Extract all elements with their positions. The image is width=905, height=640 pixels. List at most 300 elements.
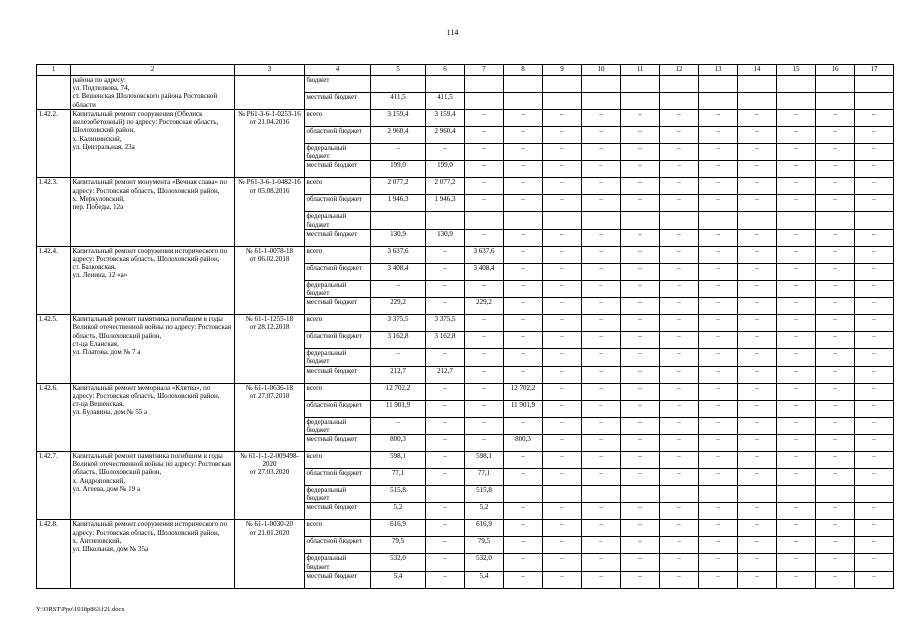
amount-cell: – — [465, 127, 504, 144]
amount-cell: – — [465, 110, 504, 127]
amount-cell — [738, 486, 777, 503]
amount-cell: – — [543, 400, 582, 417]
amount-cell: – — [660, 452, 699, 469]
amount-cell: – — [621, 263, 660, 280]
amount-cell: – — [543, 144, 582, 161]
item-number-cell: 1.42.5. — [37, 315, 71, 383]
amount-cell: – — [504, 110, 543, 127]
amount-cell — [582, 93, 621, 110]
column-number-cell: 5 — [371, 65, 426, 76]
amount-cell: 515,8 — [465, 486, 504, 503]
amount-cell: – — [699, 537, 738, 554]
amount-cell: – — [816, 520, 855, 537]
table-row — [37, 246, 894, 263]
table-row — [37, 110, 894, 127]
amount-cell: – — [504, 298, 543, 315]
item-name-cell: Капитальный ремонт сооружения исторического по адресу: Ростовская область, Шолоховский район, х. Антиповский, ул. Школьная, дом № 35а — [71, 520, 235, 588]
document-number-cell: № Р61-3-6-1-0253-16 от 21.04.2016 — [235, 110, 305, 178]
amount-cell: – — [777, 246, 816, 263]
amount-cell: – — [582, 435, 621, 452]
table-body — [37, 65, 894, 589]
amount-cell: – — [738, 571, 777, 588]
funding-source-cell: областной бюджет — [305, 469, 371, 486]
funding-source-cell: федеральный бюджет — [305, 212, 371, 229]
amount-cell: – — [465, 195, 504, 212]
amount-cell: – — [621, 520, 660, 537]
amount-cell: – — [543, 178, 582, 195]
amount-cell: – — [582, 246, 621, 263]
amount-cell: – — [621, 178, 660, 195]
amount-cell: – — [660, 229, 699, 246]
amount-cell: – — [504, 195, 543, 212]
amount-cell: – — [465, 435, 504, 452]
amount-cell: – — [660, 503, 699, 520]
amount-cell: – — [777, 452, 816, 469]
amount-cell: – — [855, 195, 894, 212]
amount-cell: 3 408,4 — [465, 263, 504, 280]
amount-cell: – — [660, 417, 699, 434]
amount-cell: – — [816, 144, 855, 161]
amount-cell: – — [582, 229, 621, 246]
amount-cell — [621, 486, 660, 503]
amount-cell: – — [426, 400, 465, 417]
funding-source-cell: местный бюджет — [305, 229, 371, 246]
funding-source-cell: всего — [305, 452, 371, 469]
amount-cell — [777, 212, 816, 229]
document-number-cell: № 61-1-1255-18 от 28.12.2018 — [235, 315, 305, 383]
amount-cell: – — [738, 178, 777, 195]
amount-cell: – — [426, 263, 465, 280]
amount-cell: – — [543, 537, 582, 554]
amount-cell — [660, 76, 699, 93]
amount-cell: – — [504, 537, 543, 554]
amount-cell: 3 637,6 — [371, 246, 426, 263]
column-number-cell: 13 — [699, 65, 738, 76]
amount-cell: 11 901,9 — [371, 400, 426, 417]
amount-cell: – — [855, 383, 894, 400]
amount-cell: – — [504, 144, 543, 161]
amount-cell: – — [816, 469, 855, 486]
amount-cell: – — [699, 571, 738, 588]
amount-cell: – — [426, 537, 465, 554]
funding-source-cell: федеральный бюджет — [305, 144, 371, 161]
funding-source-cell: всего — [305, 178, 371, 195]
amount-cell: – — [699, 400, 738, 417]
amount-cell: – — [855, 435, 894, 452]
amount-cell: – — [738, 537, 777, 554]
amount-cell: – — [816, 383, 855, 400]
amount-cell: – — [699, 554, 738, 571]
funding-source-cell: местный бюджет — [305, 366, 371, 383]
amount-cell — [582, 486, 621, 503]
amount-cell: – — [816, 280, 855, 297]
amount-cell: – — [699, 383, 738, 400]
amount-cell: – — [777, 366, 816, 383]
amount-cell: – — [777, 400, 816, 417]
amount-cell: – — [504, 366, 543, 383]
amount-cell: 229,2 — [465, 298, 504, 315]
amount-cell: – — [504, 520, 543, 537]
amount-cell: – — [855, 400, 894, 417]
amount-cell: – — [777, 229, 816, 246]
amount-cell: – — [738, 417, 777, 434]
amount-cell: 532,0 — [371, 554, 426, 571]
amount-cell: – — [582, 520, 621, 537]
amount-cell: – — [543, 315, 582, 332]
amount-cell: – — [543, 452, 582, 469]
amount-cell: – — [371, 144, 426, 161]
funding-source-cell: всего — [305, 110, 371, 127]
funding-source-cell: бюджет — [305, 76, 371, 93]
amount-cell: – — [426, 383, 465, 400]
amount-cell: – — [582, 178, 621, 195]
amount-cell: – — [621, 503, 660, 520]
amount-cell — [465, 76, 504, 93]
amount-cell: – — [621, 110, 660, 127]
funding-source-cell: местный бюджет — [305, 161, 371, 178]
amount-cell: – — [855, 417, 894, 434]
amount-cell: – — [621, 280, 660, 297]
amount-cell: – — [504, 280, 543, 297]
amount-cell — [738, 76, 777, 93]
amount-cell: – — [582, 366, 621, 383]
funding-source-cell: федеральный бюджет — [305, 554, 371, 571]
funding-source-cell: областной бюджет — [305, 127, 371, 144]
amount-cell: – — [816, 263, 855, 280]
amount-cell: – — [816, 537, 855, 554]
column-number-cell: 7 — [465, 65, 504, 76]
funding-source-cell: местный бюджет — [305, 435, 371, 452]
amount-cell: – — [504, 315, 543, 332]
amount-cell: – — [660, 161, 699, 178]
amount-cell: – — [699, 144, 738, 161]
funding-source-cell: областной бюджет — [305, 400, 371, 417]
amount-cell: – — [738, 452, 777, 469]
amount-cell: – — [855, 332, 894, 349]
amount-cell: – — [855, 127, 894, 144]
footer-file-path: Y:\ORST\Ppo\1018p863.f21.docx — [36, 606, 125, 613]
amount-cell: – — [465, 417, 504, 434]
column-number-cell: 12 — [660, 65, 699, 76]
amount-cell: – — [738, 315, 777, 332]
amount-cell: – — [699, 315, 738, 332]
item-number-cell: 1.42.8. — [37, 520, 71, 588]
amount-cell: – — [777, 571, 816, 588]
table-row — [37, 383, 894, 400]
amount-cell: – — [816, 452, 855, 469]
amount-cell: 616,9 — [465, 520, 504, 537]
amount-cell — [855, 76, 894, 93]
amount-cell — [699, 93, 738, 110]
amount-cell: – — [738, 229, 777, 246]
item-name-cell: Капитальный ремонт сооружения исторического по адресу: Ростовская область, Шолоховский район, ст. Базковская, ул. Ленина, 12 «а» — [71, 246, 235, 314]
amount-cell: – — [465, 332, 504, 349]
amount-cell: 77,1 — [371, 469, 426, 486]
amount-cell: – — [371, 280, 426, 297]
amount-cell — [816, 93, 855, 110]
amount-cell: – — [660, 537, 699, 554]
column-number-cell: 1 — [37, 65, 71, 76]
item-name-cell: Капитальный ремонт монумента «Вечная слава» по адресу: Ростовская область, Шолоховский район, х. Меркуловский, пер. Победы, 12а — [71, 178, 235, 246]
amount-cell: – — [504, 554, 543, 571]
amount-cell: – — [582, 280, 621, 297]
amount-cell: – — [543, 298, 582, 315]
amount-cell: – — [426, 469, 465, 486]
amount-cell: – — [582, 571, 621, 588]
amount-cell: – — [855, 315, 894, 332]
amount-cell: – — [582, 195, 621, 212]
amount-cell: – — [543, 520, 582, 537]
amount-cell: – — [426, 452, 465, 469]
amount-cell: 2 960,4 — [371, 127, 426, 144]
amount-cell: 3 375,5 — [426, 315, 465, 332]
amount-cell: – — [621, 417, 660, 434]
item-number-cell: 1.42.3. — [37, 178, 71, 246]
amount-cell: – — [777, 298, 816, 315]
amount-cell: – — [582, 400, 621, 417]
amount-cell: 2 077,2 — [426, 178, 465, 195]
amount-cell: – — [855, 520, 894, 537]
amount-cell: – — [816, 554, 855, 571]
table-row — [37, 76, 894, 93]
amount-cell: – — [816, 400, 855, 417]
amount-cell: – — [777, 554, 816, 571]
funding-source-cell: местный бюджет — [305, 298, 371, 315]
amount-cell: – — [816, 571, 855, 588]
amount-cell: – — [543, 571, 582, 588]
amount-cell: – — [621, 452, 660, 469]
document-number-cell — [235, 76, 305, 110]
amount-cell: – — [660, 315, 699, 332]
amount-cell: – — [660, 400, 699, 417]
amount-cell — [699, 212, 738, 229]
amount-cell: – — [504, 161, 543, 178]
amount-cell: – — [543, 246, 582, 263]
item-name-cell: Капитальный ремонт мемориала «Клятва», по адресу: Ростовская область, Шолоховский район, ст-ца Вешенская, ул. Булавина, дом № 55 а — [71, 383, 235, 451]
amount-cell: 130,9 — [371, 229, 426, 246]
amount-cell: – — [660, 349, 699, 366]
amount-cell: – — [582, 349, 621, 366]
amount-cell: – — [816, 178, 855, 195]
table-row — [37, 178, 894, 195]
amount-cell: – — [699, 366, 738, 383]
amount-cell: – — [582, 144, 621, 161]
item-number-cell: 1.42.2. — [37, 110, 71, 178]
amount-cell: – — [660, 280, 699, 297]
amount-cell — [426, 76, 465, 93]
amount-cell: – — [621, 315, 660, 332]
amount-cell: 79,5 — [371, 537, 426, 554]
amount-cell: – — [543, 263, 582, 280]
amount-cell: – — [660, 110, 699, 127]
amount-cell: – — [738, 246, 777, 263]
funding-source-cell: всего — [305, 520, 371, 537]
amount-cell: 411,5 — [371, 93, 426, 110]
amount-cell: – — [426, 571, 465, 588]
amount-cell: – — [777, 469, 816, 486]
table-row — [37, 315, 894, 332]
amount-cell: – — [699, 452, 738, 469]
amount-cell — [504, 212, 543, 229]
amount-cell — [816, 486, 855, 503]
column-number-cell: 2 — [71, 65, 235, 76]
amount-cell: – — [855, 537, 894, 554]
column-number-cell: 6 — [426, 65, 465, 76]
amount-cell: – — [426, 435, 465, 452]
amount-cell: – — [426, 554, 465, 571]
item-number-cell: 1.42.6. — [37, 383, 71, 451]
budget-table — [36, 64, 894, 589]
amount-cell: 411,5 — [426, 93, 465, 110]
amount-cell: 1 946,3 — [426, 195, 465, 212]
amount-cell: – — [660, 246, 699, 263]
amount-cell: – — [738, 161, 777, 178]
amount-cell: – — [738, 298, 777, 315]
amount-cell — [504, 76, 543, 93]
amount-cell: – — [660, 263, 699, 280]
amount-cell: – — [543, 366, 582, 383]
amount-cell: – — [777, 315, 816, 332]
amount-cell: – — [699, 127, 738, 144]
amount-cell: – — [816, 366, 855, 383]
amount-cell: 12 702,2 — [504, 383, 543, 400]
amount-cell: – — [543, 332, 582, 349]
amount-cell: 212,7 — [371, 366, 426, 383]
funding-source-cell: областной бюджет — [305, 537, 371, 554]
amount-cell — [465, 212, 504, 229]
amount-cell: – — [738, 144, 777, 161]
amount-cell: – — [660, 298, 699, 315]
amount-cell: – — [582, 332, 621, 349]
amount-cell — [660, 93, 699, 110]
amount-cell: – — [777, 195, 816, 212]
amount-cell: – — [777, 263, 816, 280]
amount-cell: – — [543, 349, 582, 366]
amount-cell: – — [621, 400, 660, 417]
amount-cell — [582, 212, 621, 229]
amount-cell: – — [660, 435, 699, 452]
amount-cell: 130,9 — [426, 229, 465, 246]
amount-cell: – — [582, 298, 621, 315]
amount-cell: – — [465, 400, 504, 417]
amount-cell: – — [660, 554, 699, 571]
amount-cell: – — [426, 280, 465, 297]
amount-cell: – — [660, 178, 699, 195]
amount-cell: – — [426, 298, 465, 315]
amount-cell: – — [504, 349, 543, 366]
amount-cell: – — [660, 332, 699, 349]
amount-cell: – — [426, 520, 465, 537]
amount-cell: – — [855, 178, 894, 195]
amount-cell: 5,4 — [371, 571, 426, 588]
amount-cell: – — [465, 178, 504, 195]
amount-cell: – — [816, 417, 855, 434]
amount-cell: – — [660, 366, 699, 383]
amount-cell: 199,0 — [371, 161, 426, 178]
amount-cell: – — [582, 554, 621, 571]
amount-cell: – — [504, 246, 543, 263]
amount-cell: 515,8 — [371, 486, 426, 503]
amount-cell: 2 960,4 — [426, 127, 465, 144]
page-number: 114 — [446, 28, 459, 37]
amount-cell: 12 702,2 — [371, 383, 426, 400]
amount-cell: – — [816, 503, 855, 520]
column-number-cell: 17 — [855, 65, 894, 76]
amount-cell: – — [699, 110, 738, 127]
funding-source-cell: областной бюджет — [305, 263, 371, 280]
amount-cell: – — [699, 263, 738, 280]
amount-cell: – — [855, 229, 894, 246]
amount-cell: – — [621, 537, 660, 554]
amount-cell: – — [621, 127, 660, 144]
amount-cell — [816, 212, 855, 229]
funding-source-cell: федеральный бюджет — [305, 280, 371, 297]
amount-cell — [855, 486, 894, 503]
amount-cell: – — [660, 383, 699, 400]
amount-cell: – — [855, 469, 894, 486]
column-number-cell: 15 — [777, 65, 816, 76]
amount-cell: – — [699, 417, 738, 434]
amount-cell: – — [738, 263, 777, 280]
item-name-cell: Капитальный ремонт памятника погибшим в годы Великой отечественной войны по адресу: Ростовская область, Шолоховский район, х. Андроповский, ул. Агеева, дом № 19 а — [71, 452, 235, 520]
amount-cell: – — [621, 435, 660, 452]
funding-source-cell: местный бюджет — [305, 571, 371, 588]
amount-cell: – — [777, 383, 816, 400]
item-name-cell: Капитальный ремонт сооружения (Обелиск железобетонный) по адресу: Ростовская область, Шолоховский район, х. Калининский, ул. Центральная, 23а — [71, 110, 235, 178]
amount-cell: – — [738, 280, 777, 297]
amount-cell: 532,0 — [465, 554, 504, 571]
amount-cell: – — [816, 298, 855, 315]
amount-cell: – — [660, 195, 699, 212]
amount-cell: – — [426, 349, 465, 366]
amount-cell: 598,1 — [371, 452, 426, 469]
amount-cell: – — [738, 435, 777, 452]
item-number-cell — [37, 76, 71, 110]
amount-cell: – — [465, 280, 504, 297]
amount-cell: – — [543, 127, 582, 144]
amount-cell: – — [582, 315, 621, 332]
amount-cell: – — [504, 178, 543, 195]
column-number-cell: 9 — [543, 65, 582, 76]
amount-cell: – — [465, 349, 504, 366]
amount-cell: – — [621, 144, 660, 161]
amount-cell: 3 159,4 — [426, 110, 465, 127]
amount-cell: – — [660, 144, 699, 161]
amount-cell: 800,3 — [371, 435, 426, 452]
document-number-cell: № 61-1-0636-18 от 27.07.2018 — [235, 383, 305, 451]
amount-cell: – — [543, 195, 582, 212]
amount-cell: 800,3 — [504, 435, 543, 452]
amount-cell: – — [426, 417, 465, 434]
amount-cell: – — [699, 332, 738, 349]
amount-cell: – — [621, 246, 660, 263]
amount-cell — [371, 212, 426, 229]
amount-cell: – — [699, 161, 738, 178]
column-number-cell: 14 — [738, 65, 777, 76]
amount-cell: – — [621, 332, 660, 349]
amount-cell: – — [426, 144, 465, 161]
funding-source-cell: всего — [305, 246, 371, 263]
funding-source-cell: местный бюджет — [305, 93, 371, 110]
amount-cell: – — [582, 110, 621, 127]
amount-cell: – — [738, 383, 777, 400]
amount-cell: – — [816, 110, 855, 127]
amount-cell: 11 901,9 — [504, 400, 543, 417]
amount-cell: – — [699, 280, 738, 297]
amount-cell: – — [855, 280, 894, 297]
amount-cell: – — [621, 349, 660, 366]
funding-source-cell: федеральный бюджет — [305, 349, 371, 366]
